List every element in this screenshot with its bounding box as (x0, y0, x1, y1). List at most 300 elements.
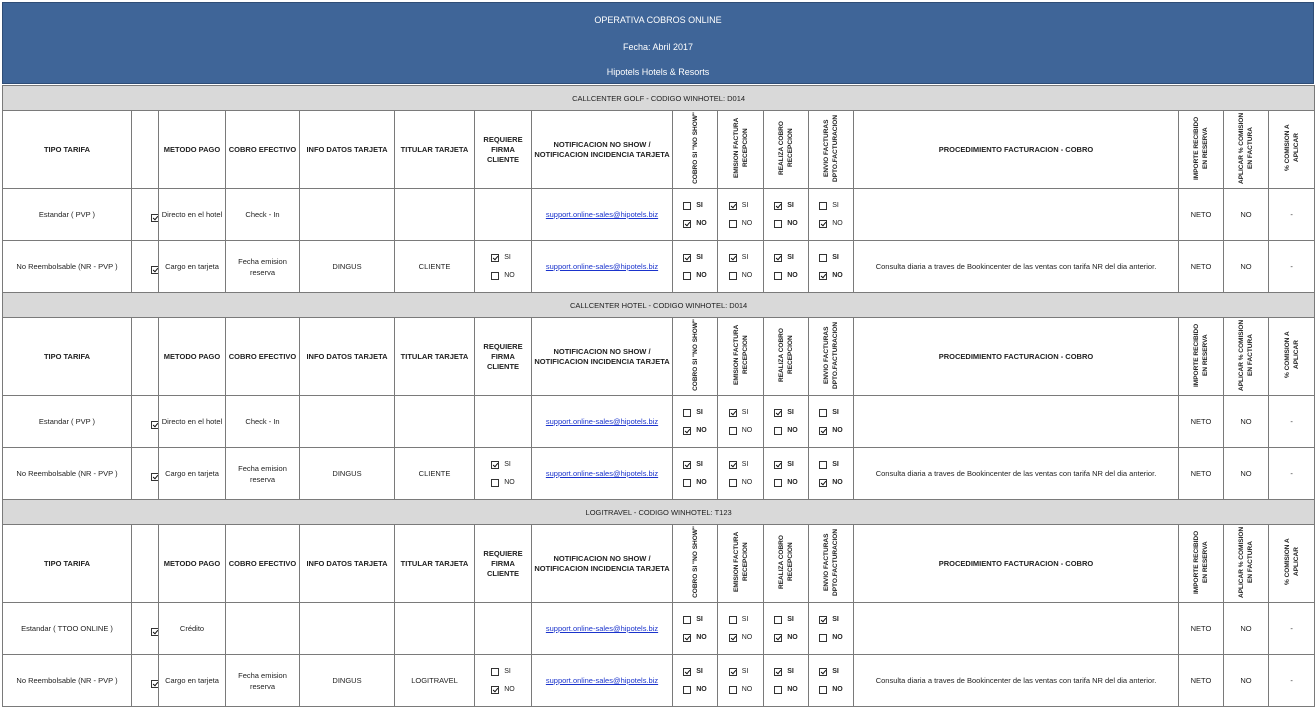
section-title: CALLCENTER GOLF - CODIGO WINHOTEL: D014 (3, 86, 1315, 111)
notificacion-cell (532, 448, 673, 500)
cobro-no-show-si-checkbox[interactable] (683, 616, 691, 624)
realiza-cobro-si-checkbox[interactable] (774, 202, 782, 210)
aplicar-comision-cell: NO (1224, 448, 1269, 500)
comision-aplicar-cell: - (1269, 396, 1315, 448)
section-title: CALLCENTER HOTEL - CODIGO WINHOTEL: D014 (3, 293, 1315, 318)
realiza-cobro-no-checkbox[interactable] (774, 634, 782, 642)
col-header-cobro-efectivo: COBRO EFECTIVO (226, 111, 300, 189)
col-header-envio-facturas (809, 318, 854, 396)
envio-facturas-si-checkbox[interactable] (819, 254, 827, 262)
realiza-cobro-options (774, 456, 798, 492)
col-header-tipo-tarifa: TIPO TARIFA (3, 525, 132, 603)
col-header-cobro-efectivo: COBRO EFECTIVO (226, 525, 300, 603)
emision-factura-option-no (729, 422, 753, 440)
envio-facturas-no-checkbox[interactable] (819, 272, 827, 280)
table-row (3, 603, 1315, 655)
col-header-comision-aplicar-label: % COMISION A APLICAR (1283, 538, 1300, 586)
requiere-firma-option-si (491, 456, 515, 474)
col-header-procedimiento: PROCEDIMIENTO FACTURACION - COBRO (854, 318, 1179, 396)
envio-facturas-options (819, 611, 843, 647)
col-header-realiza-cobro (764, 318, 809, 396)
envio-facturas-no-label: NO (832, 219, 843, 227)
envio-facturas-option-no (819, 267, 843, 285)
envio-facturas-option-no (819, 422, 843, 440)
emision-factura-options (729, 404, 753, 440)
envio-facturas-options (819, 404, 843, 440)
aplicar-comision-cell: NO (1224, 655, 1269, 707)
realiza-cobro-no-checkbox[interactable] (774, 479, 782, 487)
cobro-no-show-options (683, 197, 707, 233)
requiere-firma-no-checkbox[interactable] (491, 686, 499, 694)
requiere-firma-options (491, 249, 515, 285)
col-header-aplicar-comision-label: APLICAR % COMISION EN FACTURA (1238, 526, 1254, 598)
tipo-tarifa-cell: No Reembolsable (NR - PVP ) (3, 655, 132, 707)
cobro-no-show-si-label: SI (696, 615, 703, 623)
tipo-tarifa-cell: Estandar ( TTOO ONLINE ) (3, 603, 132, 655)
requiere-firma-no-checkbox[interactable] (491, 479, 499, 487)
col-header-notificacion: NOTIFICACION NO SHOW / NOTIFICACION INCIDENCIA TARJETA (532, 525, 673, 603)
emision-factura-no-checkbox[interactable] (729, 427, 737, 435)
col-header-emision-factura (718, 525, 764, 603)
row-checkbox[interactable] (151, 680, 159, 688)
cobro-no-show-no-label: NO (696, 478, 707, 486)
realiza-cobro-no-label: NO (787, 685, 798, 693)
col-header-comision-aplicar (1269, 318, 1315, 396)
section-row (3, 86, 1315, 111)
cobro-no-show-option-no (683, 422, 707, 440)
metodo-pago-cell: Crédito (159, 603, 226, 655)
table-row (3, 448, 1315, 500)
envio-facturas-option-no (819, 681, 843, 699)
cobro-no-show-si-label: SI (696, 667, 703, 675)
col-header-realiza-cobro (764, 111, 809, 189)
envio-facturas (809, 189, 854, 241)
emision-factura-option-no (729, 267, 753, 285)
col-header-importe-recibido-label: IMPORTE RECIBIDO EN RESERVA (1193, 116, 1209, 180)
page-title: OPERATIVA COBROS ONLINE (594, 15, 722, 25)
envio-facturas-option-no (819, 629, 843, 647)
requiere-firma (475, 241, 532, 293)
notificacion-cell (532, 396, 673, 448)
requiere-firma-si-label: SI (504, 253, 511, 261)
emision-factura (718, 603, 764, 655)
envio-facturas-option-no (819, 215, 843, 233)
requiere-firma (475, 655, 532, 707)
cobro-no-show-option-si (683, 611, 707, 629)
support-email-link[interactable]: support.online-sales@hipotels.biz (545, 262, 659, 271)
info-datos-tarjeta-cell: DINGUS (300, 655, 395, 707)
col-header-metodo-pago: METODO PAGO (159, 525, 226, 603)
sheet-header (2, 2, 1314, 84)
envio-facturas-no-checkbox[interactable] (819, 220, 827, 228)
aplicar-comision-cell: NO (1224, 396, 1269, 448)
realiza-cobro (764, 603, 809, 655)
metodo-pago-cell: Cargo en tarjeta (159, 448, 226, 500)
col-header-importe-recibido (1179, 111, 1224, 189)
col-header-notificacion: NOTIFICACION NO SHOW / NOTIFICACION INCIDENCIA TARJETA (532, 318, 673, 396)
support-email-link[interactable]: support.online-sales@hipotels.biz (545, 417, 659, 426)
col-header-check (132, 111, 159, 189)
realiza-cobro-si-label: SI (787, 201, 794, 209)
col-header-emision-factura (718, 318, 764, 396)
section-row (3, 293, 1315, 318)
requiere-firma-no-label: NO (504, 478, 515, 486)
realiza-cobro-option-no (774, 474, 798, 492)
row-check-cell (132, 241, 159, 293)
emision-factura (718, 241, 764, 293)
realiza-cobro-si-checkbox[interactable] (774, 409, 782, 417)
row-checkbox[interactable] (151, 628, 159, 636)
emision-factura-no-checkbox[interactable] (729, 634, 737, 642)
cobro-efectivo-cell: Check - In (226, 189, 300, 241)
column-header-row (3, 525, 1315, 603)
realiza-cobro-no-checkbox[interactable] (774, 686, 782, 694)
cobro-efectivo-cell: Fecha emision reserva (226, 448, 300, 500)
realiza-cobro (764, 189, 809, 241)
emision-factura-si-checkbox[interactable] (729, 668, 737, 676)
comision-aplicar-cell: - (1269, 655, 1315, 707)
realiza-cobro-si-label: SI (787, 460, 794, 468)
requiere-firma-option-si (491, 663, 515, 681)
cobro-no-show-no-label: NO (696, 633, 707, 641)
realiza-cobro (764, 655, 809, 707)
emision-factura-si-checkbox[interactable] (729, 616, 737, 624)
col-header-cobro-no-show-label: COBRO SI "NO SHOW" (691, 526, 699, 598)
col-header-emision-factura-label: EMISION FACTURA RECEPCION (732, 117, 749, 179)
col-header-info-datos-tarjeta: INFO DATOS TARJETA (300, 318, 395, 396)
envio-facturas-si-checkbox[interactable] (819, 461, 827, 469)
importe-recibido-cell: NETO (1179, 448, 1224, 500)
row-check-cell (132, 448, 159, 500)
emision-factura-si-label: SI (741, 667, 749, 675)
col-header-cobro-no-show (673, 111, 718, 189)
cobro-no-show-si-checkbox[interactable] (683, 668, 691, 676)
aplicar-comision-cell: NO (1224, 241, 1269, 293)
emision-factura-options (729, 611, 753, 647)
col-header-comision-aplicar (1269, 111, 1315, 189)
cobro-no-show-no-checkbox[interactable] (683, 479, 691, 487)
row-checkbox[interactable] (151, 214, 159, 222)
row-check-cell (132, 655, 159, 707)
col-header-comision-aplicar (1269, 525, 1315, 603)
realiza-cobro-si-label: SI (787, 615, 794, 623)
cobro-no-show-si-checkbox[interactable] (683, 254, 691, 262)
requiere-firma-si-label: SI (504, 667, 511, 675)
requiere-firma-cell (475, 189, 532, 241)
cobro-no-show (673, 655, 718, 707)
emision-factura-no-label: NO (741, 426, 753, 434)
col-header-titular-tarjeta: TITULAR TARJETA (395, 318, 475, 396)
realiza-cobro-option-si (774, 663, 798, 681)
metodo-pago-cell: Directo en el hotel (159, 189, 226, 241)
emision-factura-no-checkbox[interactable] (729, 220, 737, 228)
importe-recibido-cell: NETO (1179, 396, 1224, 448)
realiza-cobro-option-si (774, 404, 798, 422)
col-header-titular-tarjeta: TITULAR TARJETA (395, 525, 475, 603)
realiza-cobro-si-checkbox[interactable] (774, 461, 782, 469)
cobro-no-show-no-checkbox[interactable] (683, 220, 691, 228)
cobro-no-show-si-label: SI (696, 201, 703, 209)
info-datos-tarjeta-cell (300, 189, 395, 241)
requiere-firma-no-label: NO (504, 271, 515, 279)
envio-facturas (809, 396, 854, 448)
col-header-requiere-firma: REQUIERE FIRMA CLIENTE (475, 525, 532, 603)
col-header-procedimiento: PROCEDIMIENTO FACTURACION - COBRO (854, 111, 1179, 189)
emision-factura-no-label: NO (741, 271, 753, 279)
emision-factura-si-label: SI (741, 253, 749, 261)
cobro-no-show-option-no (683, 681, 707, 699)
notificacion-cell (532, 655, 673, 707)
support-email-link[interactable]: support.online-sales@hipotels.biz (545, 469, 659, 478)
envio-facturas-si-label: SI (832, 408, 839, 416)
envio-facturas-si-label: SI (832, 615, 839, 623)
aplicar-comision-cell: NO (1224, 603, 1269, 655)
realiza-cobro-si-checkbox[interactable] (774, 254, 782, 262)
cobro-no-show-option-no (683, 215, 707, 233)
cobro-no-show-no-checkbox[interactable] (683, 686, 691, 694)
cobro-efectivo-cell (226, 603, 300, 655)
importe-recibido-cell: NETO (1179, 655, 1224, 707)
col-header-cobro-no-show (673, 525, 718, 603)
support-email-link[interactable]: support.online-sales@hipotels.biz (545, 624, 659, 633)
company-name: Hipotels Hotels & Resorts (606, 67, 710, 77)
emision-factura-si-checkbox[interactable] (729, 202, 737, 210)
envio-facturas-no-label: NO (832, 426, 843, 434)
envio-facturas-no-label: NO (832, 478, 843, 486)
emision-factura-si-label: SI (741, 201, 749, 209)
col-header-envio-facturas (809, 111, 854, 189)
realiza-cobro-options (774, 404, 798, 440)
importe-recibido-cell: NETO (1179, 241, 1224, 293)
cobro-no-show-no-label: NO (696, 219, 707, 227)
comision-aplicar-cell: - (1269, 241, 1315, 293)
emision-factura-no-checkbox[interactable] (729, 686, 737, 694)
tipo-tarifa-cell: Estandar ( PVP ) (3, 189, 132, 241)
realiza-cobro-si-checkbox[interactable] (774, 668, 782, 676)
cobro-no-show-no-label: NO (696, 426, 707, 434)
support-email-link[interactable]: support.online-sales@hipotels.biz (545, 210, 659, 219)
emision-factura-no-checkbox[interactable] (729, 272, 737, 280)
col-header-requiere-firma: REQUIERE FIRMA CLIENTE (475, 318, 532, 396)
col-header-comision-aplicar-label: % COMISION A APLICAR (1283, 124, 1300, 172)
comision-aplicar-cell: - (1269, 448, 1315, 500)
info-datos-tarjeta-cell (300, 603, 395, 655)
row-check-cell (132, 603, 159, 655)
emision-factura-option-si (729, 249, 753, 267)
envio-facturas (809, 448, 854, 500)
cobro-no-show (673, 189, 718, 241)
envio-facturas (809, 655, 854, 707)
envio-facturas-no-label: NO (832, 685, 843, 693)
col-header-importe-recibido-label: IMPORTE RECIBIDO EN RESERVA (1193, 530, 1209, 594)
row-checkbox[interactable] (151, 421, 159, 429)
info-datos-tarjeta-cell: DINGUS (300, 448, 395, 500)
cobro-no-show-option-si (683, 404, 707, 422)
cobro-no-show-no-checkbox[interactable] (683, 272, 691, 280)
col-header-emision-factura-label: EMISION FACTURA RECEPCION (732, 324, 749, 386)
realiza-cobro-no-checkbox[interactable] (774, 272, 782, 280)
envio-facturas-option-si (819, 611, 843, 629)
envio-facturas-si-checkbox[interactable] (819, 202, 827, 210)
titular-tarjeta-cell: LOGITRAVEL (395, 655, 475, 707)
realiza-cobro-option-no (774, 681, 798, 699)
envio-facturas-si-checkbox[interactable] (819, 616, 827, 624)
emision-factura-option-no (729, 629, 753, 647)
cobro-no-show-si-label: SI (696, 460, 703, 468)
cobro-no-show-option-si (683, 663, 707, 681)
col-header-cobro-no-show (673, 318, 718, 396)
envio-facturas-options (819, 663, 843, 699)
cobro-no-show-no-checkbox[interactable] (683, 427, 691, 435)
realiza-cobro-no-label: NO (787, 633, 798, 641)
col-header-realiza-cobro-label: REALIZA COBRO RECEPCION (778, 121, 794, 175)
requiere-firma-option-no (491, 474, 515, 492)
envio-facturas-option-si (819, 197, 843, 215)
titular-tarjeta-cell: CLIENTE (395, 241, 475, 293)
col-header-emision-factura-label: EMISION FACTURA RECEPCION (732, 531, 749, 593)
envio-facturas-no-checkbox[interactable] (819, 427, 827, 435)
emision-factura-si-checkbox[interactable] (729, 254, 737, 262)
emision-factura (718, 655, 764, 707)
row-checkbox[interactable] (151, 266, 159, 274)
requiere-firma-cell (475, 603, 532, 655)
realiza-cobro (764, 448, 809, 500)
cobro-no-show-option-si (683, 197, 707, 215)
requiere-firma-no-checkbox[interactable] (491, 272, 499, 280)
col-header-envio-facturas-label: ENVIO FACTURAS DPTO.FACTURACION (823, 321, 839, 389)
realiza-cobro-options (774, 197, 798, 233)
row-check-cell (132, 189, 159, 241)
requiere-firma-option-si (491, 249, 515, 267)
cobro-no-show-option-no (683, 267, 707, 285)
col-header-realiza-cobro-label: REALIZA COBRO RECEPCION (778, 328, 794, 382)
section-row (3, 500, 1315, 525)
notificacion-cell (532, 603, 673, 655)
realiza-cobro-options (774, 611, 798, 647)
row-checkbox[interactable] (151, 473, 159, 481)
realiza-cobro-si-checkbox[interactable] (774, 616, 782, 624)
tipo-tarifa-cell: No Reembolsable (NR - PVP ) (3, 448, 132, 500)
cobro-no-show (673, 241, 718, 293)
importe-recibido-cell: NETO (1179, 603, 1224, 655)
cobro-no-show-options (683, 404, 707, 440)
emision-factura-option-si (729, 404, 753, 422)
realiza-cobro-no-label: NO (787, 478, 798, 486)
support-email-link[interactable]: support.online-sales@hipotels.biz (545, 676, 659, 685)
realiza-cobro-no-label: NO (787, 271, 798, 279)
requiere-firma-options (491, 663, 515, 699)
col-header-aplicar-comision-label: APLICAR % COMISION EN FACTURA (1238, 319, 1254, 391)
info-datos-tarjeta-cell (300, 396, 395, 448)
cobro-no-show-si-checkbox[interactable] (683, 461, 691, 469)
realiza-cobro-option-no (774, 267, 798, 285)
emision-factura (718, 448, 764, 500)
requiere-firma-si-checkbox[interactable] (491, 461, 499, 469)
col-header-metodo-pago: METODO PAGO (159, 111, 226, 189)
envio-facturas-si-checkbox[interactable] (819, 409, 827, 417)
envio-facturas (809, 241, 854, 293)
requiere-firma-cell (475, 396, 532, 448)
cobro-no-show-options (683, 663, 707, 699)
requiere-firma-si-checkbox[interactable] (491, 254, 499, 262)
realiza-cobro-no-checkbox[interactable] (774, 220, 782, 228)
col-header-envio-facturas (809, 525, 854, 603)
realiza-cobro (764, 241, 809, 293)
col-header-notificacion: NOTIFICACION NO SHOW / NOTIFICACION INCIDENCIA TARJETA (532, 111, 673, 189)
cobro-no-show-si-checkbox[interactable] (683, 409, 691, 417)
emision-factura-options (729, 249, 753, 285)
emision-factura (718, 189, 764, 241)
envio-facturas (809, 603, 854, 655)
col-header-aplicar-comision-label: APLICAR % COMISION EN FACTURA (1238, 112, 1254, 184)
requiere-firma-options (491, 456, 515, 492)
envio-facturas-option-si (819, 663, 843, 681)
procedimiento-cell (854, 189, 1179, 241)
cobro-efectivo-cell: Fecha emision reserva (226, 655, 300, 707)
cobro-no-show (673, 396, 718, 448)
emision-factura (718, 396, 764, 448)
emision-factura-si-checkbox[interactable] (729, 409, 737, 417)
envio-facturas-no-checkbox[interactable] (819, 479, 827, 487)
col-header-cobro-no-show-label: COBRO SI "NO SHOW" (691, 319, 699, 391)
notificacion-cell (532, 241, 673, 293)
metodo-pago-cell: Cargo en tarjeta (159, 241, 226, 293)
cobro-efectivo-cell: Check - In (226, 396, 300, 448)
cobro-no-show (673, 603, 718, 655)
tipo-tarifa-cell: Estandar ( PVP ) (3, 396, 132, 448)
realiza-cobro-option-no (774, 629, 798, 647)
col-header-comision-aplicar-label: % COMISION A APLICAR (1283, 331, 1300, 379)
emision-factura-si-label: SI (741, 460, 749, 468)
section-title: LOGITRAVEL - CODIGO WINHOTEL: T123 (3, 500, 1315, 525)
metodo-pago-cell: Cargo en tarjeta (159, 655, 226, 707)
table-row (3, 655, 1315, 707)
realiza-cobro-no-checkbox[interactable] (774, 427, 782, 435)
emision-factura-no-label: NO (741, 685, 753, 693)
billing-table (2, 85, 1315, 707)
cobro-no-show-si-checkbox[interactable] (683, 202, 691, 210)
col-header-envio-facturas-label: ENVIO FACTURAS DPTO.FACTURACION (823, 114, 839, 182)
col-header-titular-tarjeta: TITULAR TARJETA (395, 111, 475, 189)
col-header-cobro-efectivo: COBRO EFECTIVO (226, 318, 300, 396)
realiza-cobro-options (774, 249, 798, 285)
emision-factura-no-checkbox[interactable] (729, 479, 737, 487)
envio-facturas-si-checkbox[interactable] (819, 668, 827, 676)
col-header-emision-factura (718, 111, 764, 189)
emision-factura-si-label: SI (741, 408, 749, 416)
requiere-firma (475, 448, 532, 500)
titular-tarjeta-cell (395, 189, 475, 241)
cobro-efectivo-cell: Fecha emision reserva (226, 241, 300, 293)
emision-factura-options (729, 456, 753, 492)
requiere-firma-si-checkbox[interactable] (491, 668, 499, 676)
envio-facturas-no-checkbox[interactable] (819, 634, 827, 642)
procedimiento-cell (854, 396, 1179, 448)
titular-tarjeta-cell (395, 396, 475, 448)
col-header-importe-recibido-label: IMPORTE RECIBIDO EN RESERVA (1193, 323, 1209, 387)
emision-factura-option-no (729, 681, 753, 699)
cobro-no-show-no-checkbox[interactable] (683, 634, 691, 642)
requiere-firma-no-label: NO (504, 685, 515, 693)
emision-factura-si-checkbox[interactable] (729, 461, 737, 469)
col-header-metodo-pago: METODO PAGO (159, 318, 226, 396)
envio-facturas-si-label: SI (832, 253, 839, 261)
column-header-row (3, 318, 1315, 396)
emision-factura-si-label: SI (741, 615, 749, 623)
envio-facturas-no-checkbox[interactable] (819, 686, 827, 694)
envio-facturas-options (819, 249, 843, 285)
cobro-no-show (673, 448, 718, 500)
